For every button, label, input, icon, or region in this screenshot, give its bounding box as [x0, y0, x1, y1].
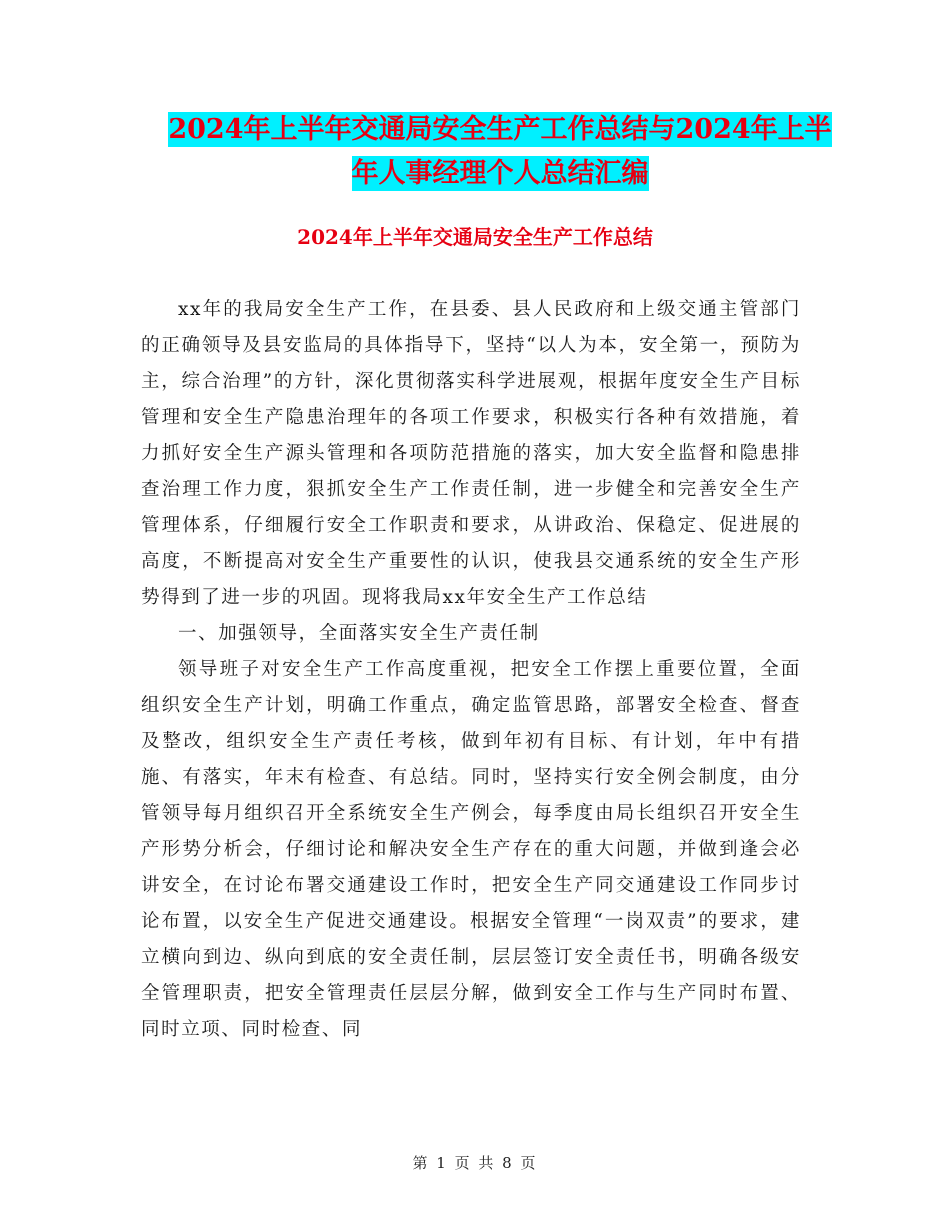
paragraph-section-1: 领导班子对安全生产工作高度重视，把安全工作摆上重要位置，全面组织安全生产计划，明确工作重点，确定监管思路，部署安全检查、督查及整改，组织安全生产责任考核，做到年初有目标、有计划，年中有措施、有落实，年末有检查、有总结。同时，坚持实行安全例会制度，由分管领导每月组织召开全系统安全生产例会，每季度由局长组织召开安全生产形势分析会，仔细讨论和解决安全生产存在的重大问题，并做到逢会必讲安全，在讨论布署交通建设工作时，把安全生产同交通建设工作同步讨论布置，以安全生产促进交通建设。根据安全管理“一岗双责”的要求，建立横向到边、纵向到底的安全责任制，层层签订安全责任书，明确各级安全管理职责，把安全管理责任层层分解，做到安全工作与生产同时布置、同时立项、同时检查、同: [141, 659, 801, 1040]
document-title: [140, 108, 860, 196]
section-title: 2024年上半年交通局安全生产工作总结: [297, 225, 653, 249]
document-title-line-1: 2024年上半年交通局安全生产工作总结与2024年上半: [168, 114, 832, 145]
paragraph-intro: xx年的我局安全生产工作，在县委、县人民政府和上级交通主管部门的正确领导及县安监局的具体指导下，坚持“以人为本，安全第一，预防为主，综合治理”的方针，深化贯彻落实科学进展观，根据年度安全生产目标管理和安全生产隐患治理年的各项工作要求，积极实行各种有效措施，着力抓好安全生产源头管理和各项防范措施的落实，加大安全监督和隐患排查治理工作力度，狠抓安全生产工作责任制，进一步健全和完善安全生产管理体系，仔细履行安全工作职责和要求，从讲政治、保稳定、促进展的高度，不断提高对安全生产重要性的认识，使我县交通系统的安全生产形势得到了进一步的巩固。现将我局xx年安全生产工作总结: [141, 299, 801, 608]
document-body: [141, 292, 801, 1048]
section-heading-1: 一、加强领导，全面落实安全生产责任制: [178, 623, 540, 644]
page-number-footer: 第 1 页 共 8 页: [412, 1154, 538, 1172]
document-title-line-2: 年人事经理个人总结汇编: [351, 158, 649, 189]
